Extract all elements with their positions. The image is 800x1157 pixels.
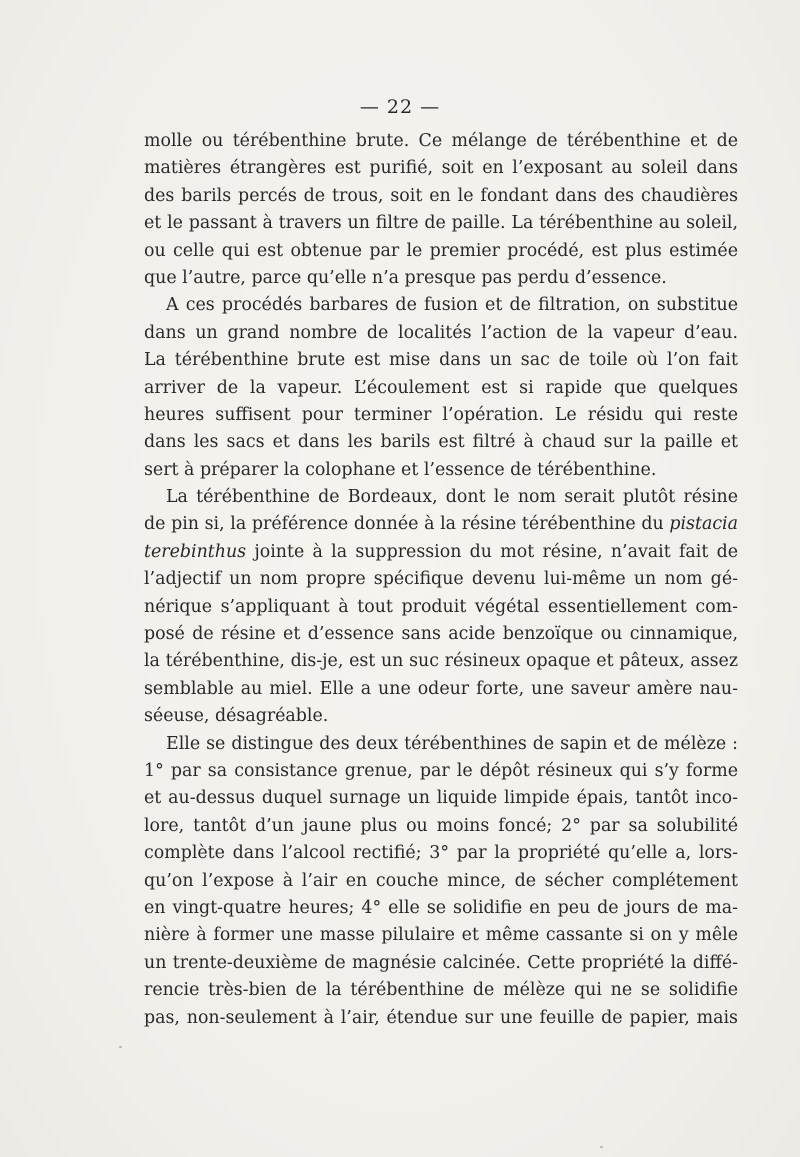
line-text: posé de résine et d’essence sans acide benzoïque ou cinnamique, [144,624,738,645]
text-line [144,922,738,949]
text-line [144,539,738,566]
line-text: ou celle qui est obtenue par le premier procédé, est plus estimée [144,240,738,261]
line-text: jointe à la suppression du mot résine, n’avait fait de [246,541,738,562]
line-text: de pin si, la préférence donnée à la résine térébenthine du [144,514,664,535]
text-line [144,128,738,155]
text-line [144,265,738,292]
line-text: qu’on l’expose à l’air en couche mince, de sécher complétement [144,870,738,891]
line-text: nérique s’appliquant à tout produit végétal essentiellement com- [144,596,738,617]
text-line [144,155,738,182]
line-text: Elle se distingue des deux térébenthines de sapin et de mélèze : [166,733,738,754]
text-line [144,977,738,1004]
text-line [144,840,738,867]
line-text: un trente-deuxième de magnésie calcinée. Cette propriété la diffé- [144,952,738,973]
text-line [144,183,738,210]
text-line [144,758,738,785]
line-text: arriver de la vapeur. L’écoulement est si rapide que quelques [144,377,738,398]
line-text: matières étrangères est purifié, soit en l’exposant au soleil dans [144,158,738,179]
italic-term: pistacia [669,514,738,535]
text-line [144,457,738,484]
line-text: dans les sacs et dans les barils est filtré à chaud sur la paille et [144,432,738,453]
line-text: séeuse, désagréable. [144,706,329,727]
text-line [144,429,738,456]
page-number: — 22 — [359,96,441,118]
line-text: des barils percés de trous, soit en le fondant dans des chaudières [144,185,738,206]
text-line [144,511,738,538]
text-line [144,484,738,511]
line-text: La térébenthine brute est mise dans un sac de toile où l’on fait [144,350,738,371]
text-line [144,402,738,429]
text-line [144,320,738,347]
text-line [144,375,738,402]
text-line [144,210,738,237]
line-text: lore, tantôt d’un jaune plus ou moins foncé; 2° par sa solubilité [144,815,738,836]
line-text: et le passant à travers un filtre de paille. La térébenthine au soleil, [144,213,738,234]
text-line [144,347,738,374]
text-line [144,703,738,730]
line-text: 1° par sa consistance grenue, par le dépôt résineux qui s’y forme [144,760,738,781]
line-text: pas, non-seulement à l’air, étendue sur une feuille de papier, mais [144,1007,738,1028]
text-line [144,785,738,812]
text-line [144,895,738,922]
text-line [144,950,738,977]
line-text: la térébenthine, dis-je, est un suc résineux opaque et pâteux, assez [144,651,738,672]
text-line [144,813,738,840]
line-text: et au-dessus duquel surnage un liquide limpide épais, tantôt inco- [144,788,738,809]
line-text: rencie très-bien de la térébenthine de mélèze qui ne se solidifie [144,980,738,1001]
line-text: nière à former une masse pilulaire et même cassante si on y mêle [144,925,738,946]
line-text: heures suffisent pour terminer l’opération. Le résidu qui reste [144,404,738,425]
text-line [144,566,738,593]
text-line [144,1005,738,1032]
line-text: molle ou térébenthine brute. Ce mélange de térébenthine et de [144,131,738,151]
line-text: La térébenthine de Bordeaux, dont le nom serait plutôt résine [166,487,738,508]
line-text: dans un grand nombre de localités l’action de la vapeur d’eau. [144,322,738,343]
line-text: A ces procédés barbares de fusion et de filtration, on substitue [166,295,738,316]
text-line [144,594,738,621]
paper-speck [119,1046,122,1048]
text-line [144,676,738,703]
line-text: en vingt-quatre heures; 4° elle se solidifie en peu de jours de ma- [144,897,738,918]
paper-speck [600,1146,603,1148]
line-text: semblable au miel. Elle a une odeur forte, une saveur amère nau- [144,678,738,699]
line-text: complète dans l’alcool rectifié; 3° par la propriété qu’elle a, lors- [144,843,738,864]
body-text [144,128,738,1032]
text-line [144,621,738,648]
text-line [144,292,738,319]
line-text: l’adjectif un nom propre spécifique devenu lui-même un nom gé- [144,569,738,590]
text-line [144,238,738,265]
text-line [144,648,738,675]
line-text: que l’autre, parce qu’elle n’a presque pas perdu d’essence. [144,267,667,288]
italic-term: terebinthus [144,541,247,562]
line-text: sert à préparer la colophane et l’essence de térébenthine. [144,459,657,480]
text-line [144,731,738,758]
text-line [144,868,738,895]
